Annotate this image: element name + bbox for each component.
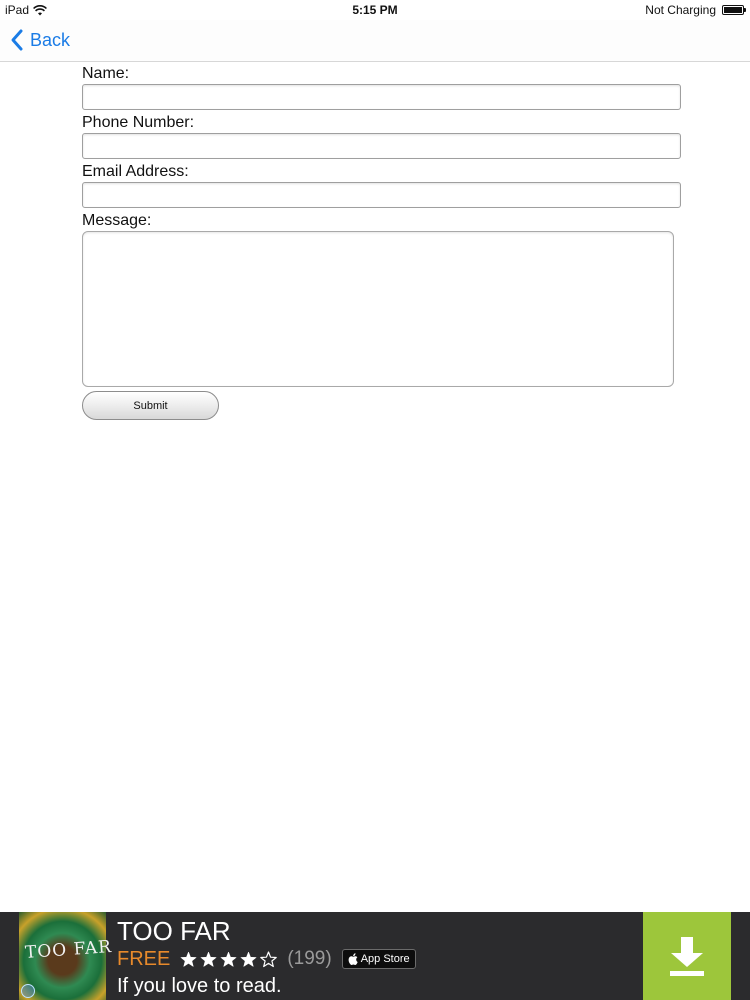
- app-store-badge: [342, 949, 416, 969]
- status-bar: [0, 0, 750, 20]
- nav-bar: [0, 20, 750, 62]
- device-name: iPad: [5, 3, 30, 17]
- battery-level: [724, 7, 742, 13]
- star-icon: [240, 951, 257, 968]
- charging-status: Not Charging: [645, 3, 716, 17]
- name-label: Name:: [82, 65, 130, 82]
- status-right: [645, 3, 744, 17]
- ad-cover-title: TOO FAR: [24, 936, 113, 964]
- message-field[interactable]: [82, 231, 674, 387]
- contact-form: [82, 65, 682, 420]
- phone-label: Phone Number:: [82, 114, 195, 131]
- ad-price: FREE: [117, 947, 171, 970]
- star-icon: [220, 951, 237, 968]
- ad-tagline: If you love to read.: [117, 975, 282, 997]
- name-field[interactable]: [82, 84, 681, 110]
- star-icon: [180, 951, 197, 968]
- ad-info-row: [117, 947, 416, 971]
- ad-title: TOO FAR: [117, 916, 231, 946]
- battery-icon: [722, 5, 744, 15]
- status-time: 5:15 PM: [352, 3, 398, 17]
- ad-banner[interactable]: [0, 912, 750, 1000]
- back-label: Back: [30, 29, 71, 50]
- star-icon: [200, 951, 217, 968]
- back-button[interactable]: [10, 29, 70, 51]
- email-label: Email Address:: [82, 163, 189, 180]
- chevron-left-icon: [10, 29, 24, 51]
- message-label: Message:: [82, 212, 152, 229]
- ad-rating-stars: [180, 951, 277, 968]
- app-store-label: App Store: [360, 953, 410, 965]
- ad-review-count: (199): [287, 948, 332, 969]
- email-field[interactable]: [82, 182, 681, 208]
- ad-book-cover: [19, 912, 113, 1000]
- apple-icon: [348, 953, 358, 965]
- download-arrow-icon: [668, 935, 706, 977]
- download-button[interactable]: [643, 912, 731, 1000]
- submit-button[interactable]: Submit: [82, 391, 219, 420]
- star-outline-icon: [260, 951, 277, 968]
- ad-cover-badge-icon: [21, 984, 35, 998]
- phone-field[interactable]: [82, 133, 681, 159]
